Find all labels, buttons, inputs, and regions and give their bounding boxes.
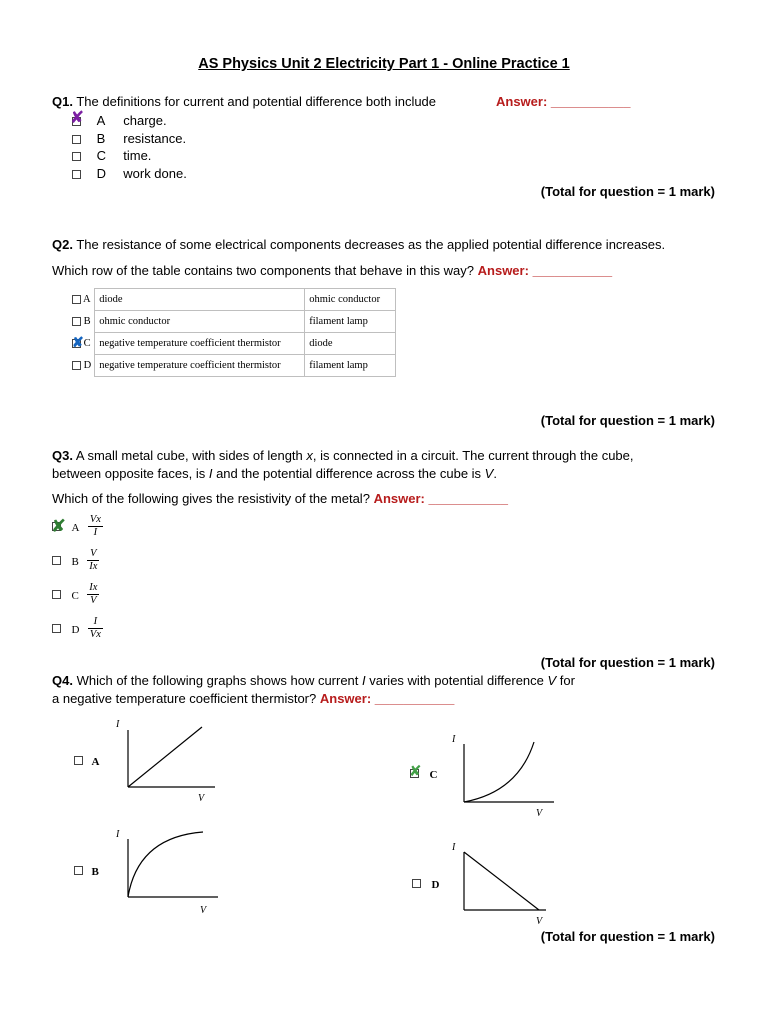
q1-option-c[interactable]: [72, 147, 187, 165]
q4-option-d[interactable]: [412, 875, 439, 893]
q4-var-i: I: [362, 673, 366, 688]
q4-option-a[interactable]: [74, 752, 99, 770]
fraction: [88, 514, 103, 539]
graph-curve: [464, 742, 534, 802]
q3-text: , is connected in a circuit. The current through the cube,: [312, 448, 634, 463]
option-letter: A: [71, 521, 80, 534]
option-text: charge.: [123, 113, 167, 128]
q4-text: for: [556, 673, 575, 688]
q3-var-v: V: [484, 466, 494, 481]
table-cell: negative temperature coefficient thermistor: [95, 333, 305, 355]
q4-text: varies with potential difference: [365, 673, 548, 688]
graph-line: [464, 852, 539, 910]
q1-options: [70, 108, 187, 182]
checkbox-icon[interactable]: [72, 152, 81, 161]
q3-text: between opposite faces, is: [52, 466, 209, 481]
checkbox-icon[interactable]: [74, 866, 83, 875]
checkbox-icon[interactable]: [72, 170, 81, 179]
option-letter: D: [71, 623, 80, 636]
answer-label: Answer:: [477, 263, 529, 278]
q2-text-2: Which row of the table contains two components that behave in this way?: [52, 263, 475, 278]
q3-total: (Total for question = 1 mark): [540, 655, 715, 670]
answer-blank[interactable]: ___________: [550, 94, 631, 109]
q3-var-i: I: [208, 466, 213, 481]
q2-stem: [52, 237, 665, 252]
denominator: I: [93, 527, 98, 538]
option-letter: A: [96, 113, 106, 128]
graph-a: [110, 715, 220, 805]
checkbox-icon[interactable]: [412, 879, 421, 888]
q1-option-b[interactable]: [72, 130, 187, 148]
table-cell: ohmic conductor: [305, 289, 396, 311]
q1-option-a[interactable]: [70, 108, 187, 130]
numerator: Ix: [89, 582, 98, 593]
q3-var-x: x: [306, 448, 313, 463]
checkbox-icon[interactable]: [74, 756, 83, 765]
checkbox-icon[interactable]: [52, 590, 61, 599]
fraction: [87, 548, 99, 573]
q3-text: .: [493, 466, 497, 481]
table-cell: filament lamp: [305, 355, 396, 377]
checkbox-icon[interactable]: [72, 317, 81, 326]
checkbox-icon[interactable]: [52, 624, 61, 633]
q4-option-b[interactable]: [74, 862, 99, 880]
table-row[interactable]: [72, 333, 396, 355]
graph-curve: [128, 832, 203, 897]
axis-label-y: I: [116, 719, 120, 730]
checkbox-icon[interactable]: [72, 361, 81, 370]
axis-label-y: I: [116, 829, 120, 840]
option-letter: B: [96, 130, 106, 146]
q4-text: Which of the following graphs shows how current: [76, 673, 363, 688]
q3-stem: [52, 448, 634, 463]
q4-total: (Total for question = 1 mark): [540, 929, 715, 944]
q2-table: [72, 288, 396, 377]
option-letter: D: [431, 879, 440, 891]
cross-mark-icon: ✘: [72, 335, 84, 351]
q1-option-d[interactable]: [72, 165, 187, 183]
q1-text: The definitions for current and potential difference both include: [76, 94, 437, 109]
axis-label-x: V: [198, 793, 205, 804]
cross-mark-icon: ✘: [51, 516, 67, 536]
answer-blank[interactable]: ___________: [532, 263, 613, 278]
table-cell: negative temperature coefficient thermistor: [95, 355, 305, 377]
q4-var-v: V: [547, 673, 557, 688]
checkbox-icon[interactable]: [52, 556, 61, 565]
graph-c: [446, 730, 556, 820]
q3-text-3: Which of the following gives the resistivity of the metal?: [52, 491, 370, 506]
q4-number: Q4.: [52, 673, 73, 688]
axis-label-x: V: [200, 905, 207, 916]
option-text: work done.: [123, 165, 187, 181]
graph-d: [446, 838, 556, 933]
table-cell: ohmic conductor: [95, 311, 305, 333]
denominator: Ix: [89, 561, 98, 572]
q4-stem: [52, 673, 575, 688]
answer-blank[interactable]: ___________: [374, 691, 455, 706]
table-cell: diode: [95, 289, 305, 311]
answer-label: Answer:: [373, 491, 425, 506]
table-row[interactable]: [72, 289, 396, 311]
q3-option-a[interactable]: [52, 514, 103, 539]
row-letter: D: [83, 360, 92, 371]
option-letter: B: [91, 866, 99, 878]
option-letter: D: [96, 165, 107, 181]
checkbox-icon[interactable]: [72, 295, 81, 304]
q3-option-c[interactable]: [52, 582, 99, 607]
numerator: Vx: [89, 514, 101, 525]
page-title: AS Physics Unit 2 Electricity Part 1 - Online Practice 1: [198, 56, 570, 72]
option-text: resistance.: [123, 130, 187, 146]
q4-option-c[interactable]: [410, 765, 437, 783]
q3-text: and the potential difference across the cube is: [212, 466, 485, 481]
graph-line: [128, 727, 202, 787]
row-letter: A: [83, 294, 91, 305]
answer-label: Answer:: [496, 94, 548, 109]
q3-stem-3: [52, 491, 508, 506]
q4-text: a negative temperature coefficient thermistor?: [52, 691, 317, 706]
axis-label-x: V: [536, 916, 543, 927]
row-letter: C: [83, 338, 91, 349]
cross-mark-icon: ✘: [70, 108, 85, 127]
option-letter: C: [71, 589, 79, 602]
table-row[interactable]: [72, 355, 396, 377]
option-letter: C: [429, 769, 438, 781]
q3-stem-2: [52, 466, 497, 481]
fraction: [87, 582, 99, 607]
q3-option-d[interactable]: [52, 616, 103, 641]
checkbox-icon[interactable]: [72, 135, 81, 144]
q3-option-b[interactable]: [52, 548, 99, 573]
table-cell: filament lamp: [305, 311, 396, 333]
row-letter: B: [83, 316, 91, 327]
table-row[interactable]: [72, 311, 396, 333]
numerator: V: [87, 548, 99, 561]
table-cell: diode: [305, 333, 396, 355]
cross-mark-icon: ✘: [409, 763, 422, 780]
axis-label-x: V: [536, 808, 543, 819]
denominator: Vx: [89, 629, 101, 640]
q3-text: A small metal cube, with sides of length: [75, 448, 307, 463]
fraction: [88, 616, 103, 641]
answer-label: Answer:: [319, 691, 372, 706]
q1-answer[interactable]: [496, 94, 630, 109]
axis-label-y: I: [452, 734, 456, 745]
q1-stem: [52, 94, 436, 109]
numerator: I: [88, 616, 103, 629]
q3-number: Q3.: [52, 448, 73, 463]
q2-text: The resistance of some electrical components decreases as the applied potential difference increases.: [76, 237, 666, 252]
option-text: time.: [123, 148, 152, 163]
q1-total: (Total for question = 1 mark): [540, 184, 715, 199]
q2-total: (Total for question = 1 mark): [540, 413, 715, 428]
axis-label-y: I: [452, 842, 456, 853]
graph-b: [110, 825, 220, 920]
q1-number: Q1.: [52, 94, 73, 109]
q2-stem-2: [52, 263, 612, 278]
option-letter: A: [91, 756, 100, 768]
q4-stem-2: [52, 691, 454, 706]
q2-number: Q2.: [52, 237, 73, 252]
answer-blank[interactable]: ___________: [428, 491, 509, 506]
denominator: V: [90, 595, 97, 606]
option-letter: C: [96, 148, 107, 163]
option-letter: B: [71, 555, 79, 568]
